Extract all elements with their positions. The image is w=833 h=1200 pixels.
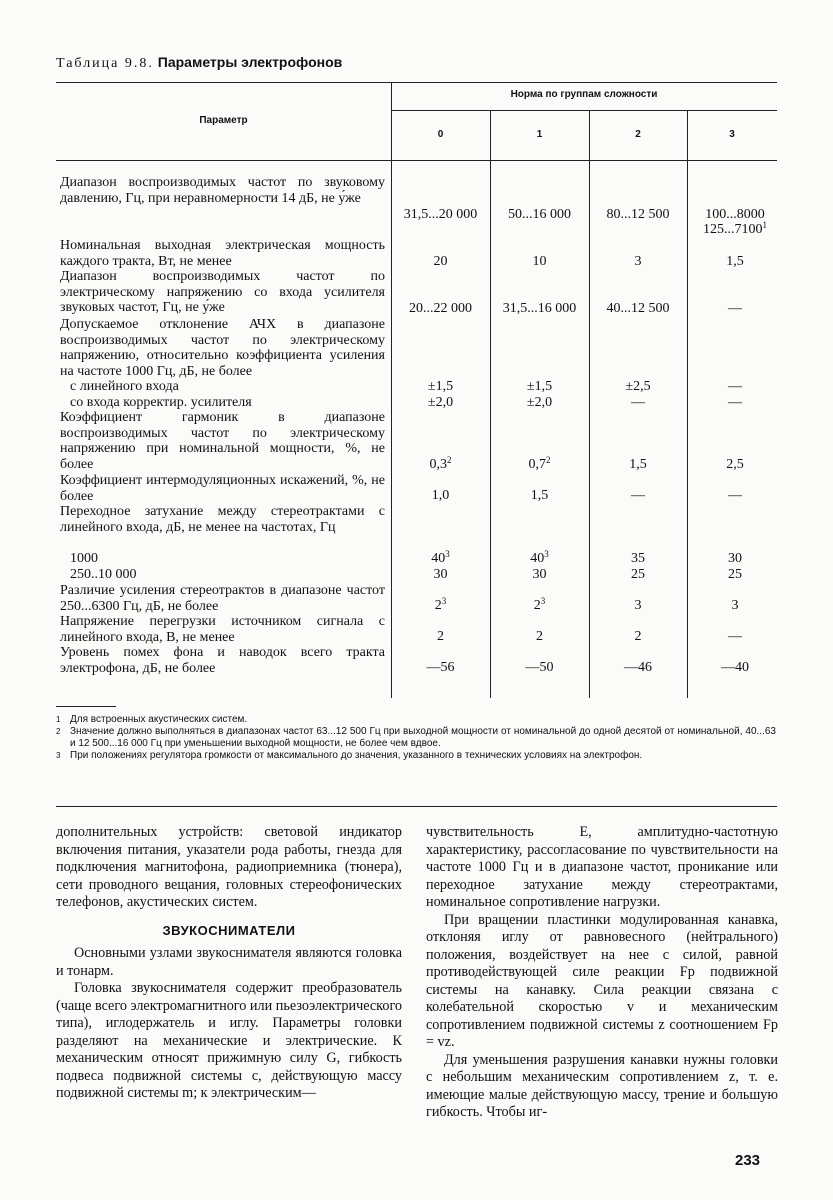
value-text: 0,7 xyxy=(528,457,546,472)
value-cell xyxy=(687,222,783,238)
value-cell: 2 xyxy=(536,629,543,644)
value-cell: 1,5 xyxy=(726,254,744,269)
value-cell: 20 xyxy=(433,254,448,269)
param-cell: с линейного входа xyxy=(70,379,179,394)
footnote-ref: 3 xyxy=(544,549,549,559)
value-text: 40 xyxy=(431,551,446,566)
param-cell: 250..10 000 xyxy=(70,567,137,582)
value-cell: 2 xyxy=(437,629,444,644)
value-cell: 30 xyxy=(433,567,448,582)
header-group: 2 xyxy=(635,129,641,140)
section-heading: ЗВУКОСНИМАТЕЛИ xyxy=(162,922,296,938)
header-group: 1 xyxy=(536,129,543,140)
param-cell: Коэффициент гармоник в диапазоне воспроизводимых частот по электрическому напряжению при номинальной мощности, %, не более xyxy=(60,410,385,472)
footnote xyxy=(56,750,776,762)
footnote-number: 1 xyxy=(56,715,61,724)
value-cell: ±2,0 xyxy=(427,395,454,410)
value-cell: 30 xyxy=(532,567,547,582)
value-cell: 1,5 xyxy=(530,488,549,503)
value-cell: 100...8000 xyxy=(705,207,765,222)
right-text-column xyxy=(426,824,778,1122)
footnote-ref: 2 xyxy=(546,455,551,465)
value-text: 2 xyxy=(533,598,541,613)
value-cell: 3 xyxy=(634,254,642,269)
value-cell: 30 xyxy=(728,551,742,566)
paragraph: Головка звукоснимателя содержит преобразователь (чаще всего электромагнитного или пьезоэлектрического типа), иглодержатель и иглу. Параметры головки разделяют на механические и электрические. К механическим относят прижимную силу G, гибкость подвеса подвижной системы c, действующую массу подвижной системы m; к электрическим— xyxy=(56,980,402,1101)
value-cell: 31,5...20 000 xyxy=(403,207,478,222)
value-cell: 25 xyxy=(728,567,742,582)
footnotes xyxy=(56,714,776,762)
value-cell xyxy=(490,457,589,473)
value-cell: 10 xyxy=(532,254,547,269)
param-cell: Диапазон воспроизводимых частот по электрическому напряжению со входа усилителя звуковых частот, Гц, не у́же xyxy=(60,269,385,316)
value-cell: —56 xyxy=(426,660,455,675)
value-cell: 35 xyxy=(631,551,645,566)
value-cell: 40...12 500 xyxy=(606,301,670,316)
value-cell: 1,5 xyxy=(629,457,647,472)
footnote-number: 3 xyxy=(56,751,61,760)
value-cell: —46 xyxy=(624,660,652,675)
param-cell: Уровень помех фона и наводок всего тракта электрофона, дБ, не более xyxy=(60,645,385,676)
value-cell: — xyxy=(631,395,645,410)
value-text: 40 xyxy=(530,551,545,566)
value-cell: ±2,5 xyxy=(625,379,651,394)
value-cell: — xyxy=(728,488,742,503)
footnote xyxy=(56,714,776,726)
value-cell: — xyxy=(728,301,742,316)
header-mid-rule xyxy=(391,110,777,111)
table-caption-lead: Таблица 9.8. xyxy=(56,56,154,71)
footnote-number: 2 xyxy=(56,727,61,736)
value-text: 2 xyxy=(434,598,442,613)
param-cell: Коэффициент интермодуляционных искажений, %, не более xyxy=(60,473,385,504)
value-cell: 1,0 xyxy=(431,488,450,503)
param-cell: Допускаемое отклонение АЧХ в диапазоне воспроизводимых частот по электрическому напряжению, относительно коэффициента усиления на частоте 1000 Гц, дБ, не более xyxy=(60,317,385,379)
footnote-rule xyxy=(56,706,116,707)
footnote-ref: 1 xyxy=(762,220,767,230)
param-cell: Номинальная выходная электрическая мощность каждого тракта, Вт, не менее xyxy=(60,238,385,269)
header-group: 0 xyxy=(437,129,444,140)
value-cell: 3 xyxy=(634,598,642,613)
footnote-ref: 3 xyxy=(445,549,450,559)
param-cell: Диапазон воспроизводимых частот по звуковому давлению, Гц, при неравномерности 14 дБ, не у́же xyxy=(60,175,385,206)
paragraph: дополнительных устройств: световой индикатор включения питания, указатели рода работы, гнезда для подключения магнитофона, радиоприемника (тюнера), сети проводного вещания, головных стереофонических телефонов, акустических систем. xyxy=(56,824,402,910)
footnote-ref: 3 xyxy=(540,596,546,606)
value-text: 125...7100 xyxy=(703,222,763,237)
value-cell xyxy=(490,551,589,567)
table-caption xyxy=(56,54,342,72)
value-cell: 50...16 000 xyxy=(508,207,571,222)
value-cell xyxy=(391,457,490,473)
value-cell xyxy=(391,551,490,567)
value-cell: 2 xyxy=(634,629,642,644)
value-cell: — xyxy=(728,379,742,394)
value-cell: 31,5...16 000 xyxy=(502,301,577,316)
value-cell xyxy=(490,598,589,614)
value-cell: 2,5 xyxy=(726,457,744,472)
footnote-text: Значение должно выполняться в диапазонах частот 63...12 500 Гц при выходной мощности от номинальной до одной десятой от номинальной, 40...63 и 12 500...16 000 Гц при уменьшении выходной мощности, не более чем вдвое. xyxy=(70,726,776,749)
paragraph: При вращении пластинки модулированная канавка, отклоняя иглу от равновесного (нейтрального) положения, воздействует на нее с силой, равной противодействующей силе реакции Fр подвижной системы на канавку. Сила реакции связана с колебательной скоростью v и механическим сопротивлением подвижной системы z соотношением Fр = vz. xyxy=(426,911,778,1050)
left-text-column xyxy=(56,824,402,1103)
value-text: 0,3 xyxy=(429,457,447,472)
footnote xyxy=(56,726,776,750)
paragraph: Основными узлами звукоснимателя являются головка и тонарм. xyxy=(56,945,402,979)
value-cell: — xyxy=(728,629,742,644)
footnote-text: Для встроенных акустических систем. xyxy=(70,714,248,725)
table-caption-title: Параметры электрофонов xyxy=(157,54,343,70)
footnote-ref: 2 xyxy=(447,455,452,465)
value-cell: 80...12 500 xyxy=(606,207,670,222)
param-cell: со входа корректир. усилителя xyxy=(70,395,252,410)
value-cell: 3 xyxy=(731,598,739,613)
paragraph: чувствительность E, амплитудно-частотную характеристику, рассогласование по чувствительности на частоте 1000 Гц и в диапазоне частот, проникание или переходное затухание между стереотрактами, номинальное сопротивление нагрузки. xyxy=(426,824,778,910)
value-cell: — xyxy=(728,395,742,410)
table-bottom-rule xyxy=(56,806,777,807)
paragraph: Для уменьшения разрушения канавки нужны головки с небольшим механическим сопротивлением z, т. е. имеющие малые действующую массу, трение и большую гибкость. Чтобы иг- xyxy=(426,1051,778,1120)
value-cell: —40 xyxy=(721,660,749,675)
value-cell: 20...22 000 xyxy=(409,301,472,316)
page-number: 233 xyxy=(735,1152,761,1169)
header-param: Параметр xyxy=(199,115,248,126)
value-cell: ±1,5 xyxy=(526,379,553,394)
param-cell: 1000 xyxy=(70,551,98,566)
value-cell: — xyxy=(631,488,645,503)
param-cell: Переходное затухание между стереотрактами с линейного входа, дБ, не менее на частотах, Гц xyxy=(60,504,385,535)
param-cell: Различие усиления стереотрактов в диапазоне частот 250...6300 Гц, дБ, не более xyxy=(60,583,385,614)
header-norm-group: Норма по группам сложности xyxy=(510,89,658,100)
value-cell: 25 xyxy=(631,567,645,582)
value-cell: ±1,5 xyxy=(427,379,454,394)
footnote-text: При положениях регулятора громкости от максимального до значения, указанного в технических условиях на электрофон. xyxy=(70,750,643,761)
value-cell: ±2,0 xyxy=(526,395,553,410)
table-top-rule xyxy=(56,82,777,83)
value-cell xyxy=(391,598,490,614)
value-cell: —50 xyxy=(525,660,554,675)
param-cell: Напряжение перегрузки источником сигнала с линейного входа, В, не менее xyxy=(60,614,385,645)
header-group: 3 xyxy=(729,129,735,140)
footnote-ref: 3 xyxy=(441,596,447,606)
header-bottom-rule xyxy=(56,160,777,161)
